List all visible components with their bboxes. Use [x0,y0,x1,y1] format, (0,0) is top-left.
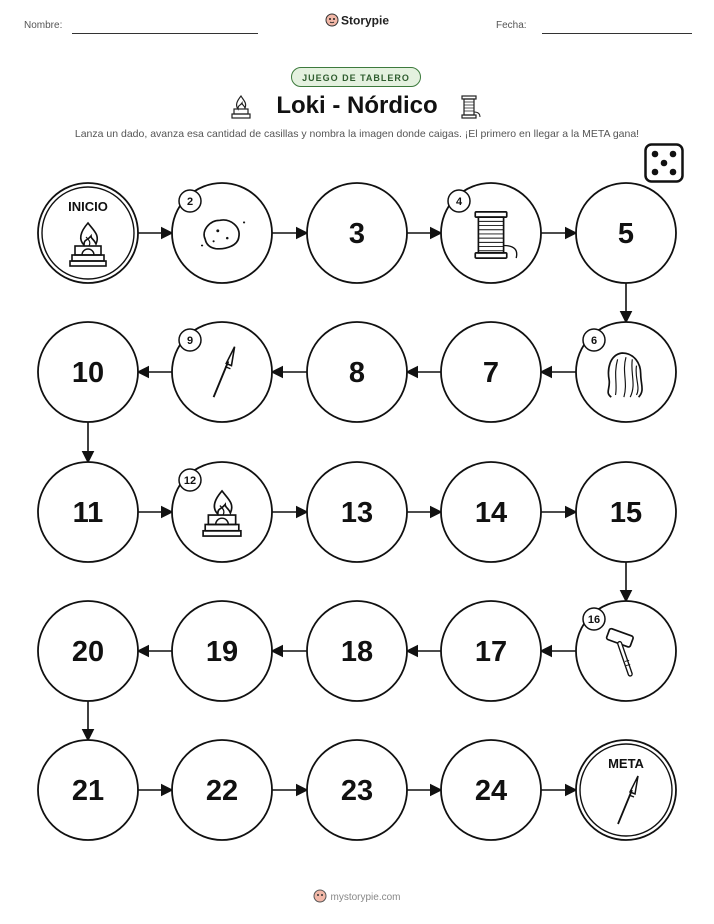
brand-name: Storypie [340,13,389,28]
space-number: 7 [482,357,500,389]
board-space [441,740,541,840]
board-space [576,462,676,562]
footer [0,889,714,906]
board-space [441,462,541,562]
goal-label: META [608,756,644,771]
space-number: 14 [474,497,508,529]
game-type-badge: JUEGO DE TABLERO [291,67,421,87]
board-space [38,322,138,422]
space-number: 24 [474,775,508,807]
space-number: 5 [617,218,635,250]
board-space [441,601,541,701]
board-space [307,740,407,840]
board-space [172,601,272,701]
space-number: 2 [186,196,194,208]
goal-space [576,740,676,840]
space-number: 22 [205,775,239,807]
footer-url: mystorypie.com [330,892,401,904]
space-number: 12 [183,475,197,487]
space-number: 3 [348,218,366,250]
page-title: Loki - Nórdico [276,92,438,119]
space-number: 11 [72,497,104,529]
board-space [307,601,407,701]
board-space [172,322,272,422]
space-number: 15 [609,497,643,529]
name-label: Nombre: [24,20,63,31]
board-space [172,740,272,840]
board-space [307,322,407,422]
space-number: 21 [71,775,105,807]
space-number: 20 [71,636,105,668]
space-number: 17 [474,636,508,668]
board-space [38,462,138,562]
space-number: 13 [340,497,374,529]
space-number: 10 [71,357,105,389]
board-space [441,183,541,283]
board-space [38,601,138,701]
space-number: 19 [205,636,239,668]
date-label: Fecha: [496,20,527,31]
space-number: 4 [455,196,463,208]
board-space [172,183,272,283]
space-number: 8 [348,357,366,389]
board-space [576,601,676,701]
board-space [172,462,272,562]
instructions: Lanza un dado, avanza esa cantidad de casillas y nombra la imagen donde caigas. ¡El primero en llegar a la META gana! [74,128,640,140]
board-space [307,462,407,562]
board-space [38,740,138,840]
space-number: 9 [186,335,194,347]
space-circle [38,183,138,283]
space-number: 6 [590,335,598,347]
space-number: 16 [587,614,601,626]
start-space [38,183,138,283]
space-number: 18 [340,636,374,668]
start-label: INICIO [68,199,108,214]
board-space [576,183,676,283]
storypie-logo-icon [313,889,327,906]
board-space [441,322,541,422]
board-space [576,322,676,422]
space-number: 23 [340,775,374,807]
space-circle [576,740,676,840]
board-space [307,183,407,283]
